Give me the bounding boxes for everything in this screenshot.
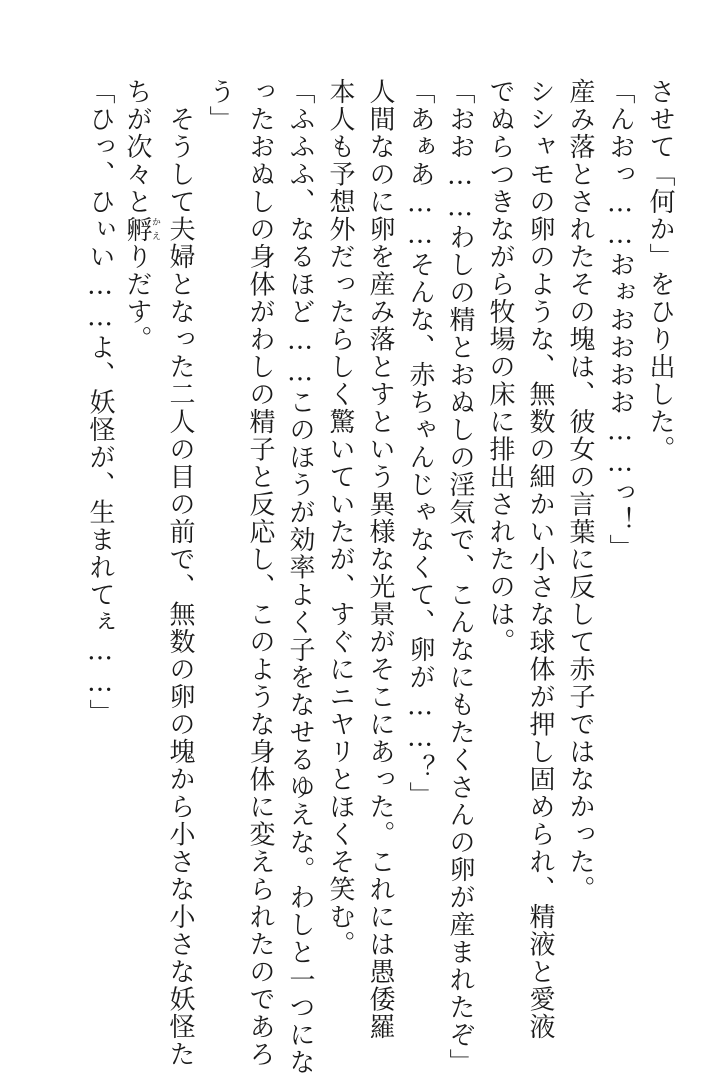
text-column-2: 「んおっ……おぉおおおお……っ！」 — [605, 78, 635, 562]
text-column-9: 本人も予想外だったらしく驚いていたが、すぐにニヤリとほくそ笑む。 — [325, 78, 355, 958]
text-column-14 — [120, 78, 160, 978]
text-column-6: 「おお……わしの精とおぬしの淫気で、こんなにもたくさんの卵が産まれたぞ」 — [445, 78, 475, 1076]
indent — [165, 78, 195, 106]
text-column-3: 産み落とされたその塊は、彼女の言葉に反して赤子ではなかった。 — [565, 78, 595, 903]
ruby-kae — [122, 215, 160, 244]
ruby-reading: かえ — [150, 215, 160, 243]
text-column-13 — [160, 78, 200, 1068]
text-column-7: 「あぁあ……そんな、赤ちゃんじゃなくて、卵が……？」 — [405, 78, 435, 809]
text-column-11: ったおぬしの身体がわしの精子と反応し、このような身体に変えられたのであろ — [245, 78, 275, 1068]
text-column-5: でぬらつきながら牧場の床に排出されたのは。 — [485, 78, 515, 656]
text-column-12: う」 — [205, 78, 235, 133]
text-column-15: 「ひっ、ひぃい……よ、妖怪が、生まれてぇ……」 — [85, 78, 115, 727]
text-column-10: 「ふふふ、なるほど……このほうが効率よく子をなせるゆえな。わしと一つにな — [285, 78, 315, 1076]
text-column-1: させて「何か」をひり出した。 — [645, 78, 675, 463]
ruby-base: 孵 — [122, 215, 152, 243]
text-column-14-tail: りだす。 — [122, 243, 152, 353]
text-column-13-text: そうして夫婦となった二人の目の前で、無数の卵の塊から小さな小さな妖怪た — [165, 105, 195, 1068]
text-column-4: シシャモの卵のような、無数の細かい小さな球体が押し固められ、精液と愛液 — [525, 78, 555, 1041]
text-column-14-head: ちが次々と — [122, 78, 152, 216]
text-column-8: 人間なのに卵を産み落とすという異様な光景がそこにあった。これには愚倭羅 — [365, 78, 395, 1041]
